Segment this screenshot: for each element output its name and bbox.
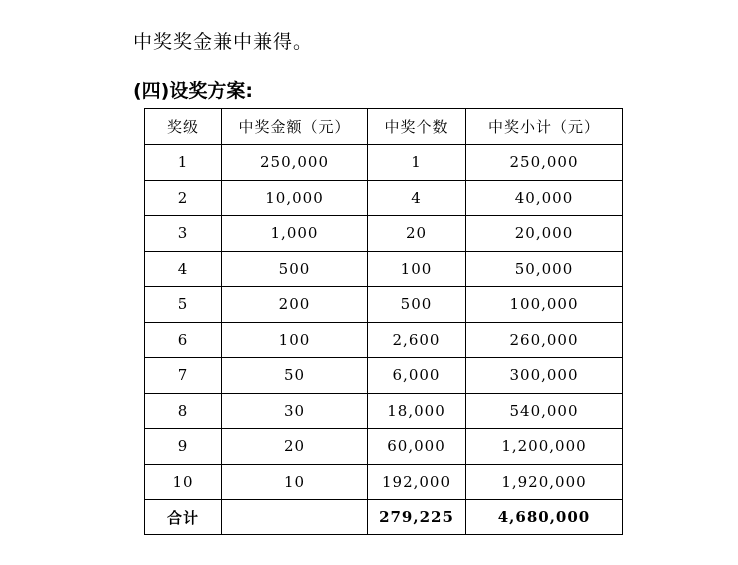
cell-prize-subtotal: 20,000 <box>466 216 623 252</box>
header-prize-amount: 中奖金额（元） <box>222 109 368 145</box>
cell-prize-level: 9 <box>145 429 222 465</box>
prize-table <box>144 108 623 535</box>
cell-prize-subtotal: 300,000 <box>466 358 623 394</box>
total-winner-count: 279,225 <box>368 500 466 535</box>
cell-prize-subtotal: 40,000 <box>466 180 623 216</box>
intro-text: 中奖奖金兼中兼得。 <box>133 31 314 53</box>
header-prize-subtotal: 中奖小计（元） <box>466 109 623 145</box>
cell-prize-level: 2 <box>145 180 222 216</box>
cell-prize-level: 10 <box>145 464 222 500</box>
cell-prize-subtotal: 100,000 <box>466 287 623 323</box>
cell-winner-count: 20 <box>368 216 466 252</box>
cell-prize-amount: 30 <box>222 393 368 429</box>
table-row <box>145 464 623 500</box>
cell-winner-count: 500 <box>368 287 466 323</box>
cell-prize-level: 8 <box>145 393 222 429</box>
cell-prize-amount: 200 <box>222 287 368 323</box>
cell-prize-level: 3 <box>145 216 222 252</box>
cell-prize-level: 5 <box>145 287 222 323</box>
table-header-row <box>145 109 623 145</box>
cell-prize-subtotal: 260,000 <box>466 322 623 358</box>
table-total-row <box>145 500 623 535</box>
cell-prize-subtotal: 1,920,000 <box>466 464 623 500</box>
table-row <box>145 429 623 465</box>
cell-prize-amount: 50 <box>222 358 368 394</box>
total-amount <box>222 500 368 535</box>
cell-prize-subtotal: 1,200,000 <box>466 429 623 465</box>
cell-prize-subtotal: 250,000 <box>466 145 623 181</box>
cell-prize-subtotal: 50,000 <box>466 251 623 287</box>
cell-winner-count: 192,000 <box>368 464 466 500</box>
table-row <box>145 180 623 216</box>
header-prize-level: 奖级 <box>145 109 222 145</box>
table-row <box>145 358 623 394</box>
table-row <box>145 145 623 181</box>
table-row <box>145 251 623 287</box>
cell-prize-amount: 20 <box>222 429 368 465</box>
cell-prize-amount: 10,000 <box>222 180 368 216</box>
cell-winner-count: 4 <box>368 180 466 216</box>
cell-winner-count: 1 <box>368 145 466 181</box>
cell-prize-amount: 100 <box>222 322 368 358</box>
cell-winner-count: 100 <box>368 251 466 287</box>
cell-prize-amount: 10 <box>222 464 368 500</box>
cell-prize-level: 1 <box>145 145 222 181</box>
cell-winner-count: 2,600 <box>368 322 466 358</box>
table-row <box>145 287 623 323</box>
total-label: 合计 <box>145 500 222 535</box>
cell-prize-level: 6 <box>145 322 222 358</box>
total-prize-subtotal: 4,680,000 <box>466 500 623 535</box>
cell-prize-level: 4 <box>145 251 222 287</box>
section-heading: (四)设奖方案: <box>133 80 253 102</box>
cell-prize-amount: 500 <box>222 251 368 287</box>
cell-prize-amount: 250,000 <box>222 145 368 181</box>
header-winner-count: 中奖个数 <box>368 109 466 145</box>
table-row <box>145 322 623 358</box>
cell-prize-subtotal: 540,000 <box>466 393 623 429</box>
cell-winner-count: 6,000 <box>368 358 466 394</box>
table-row <box>145 393 623 429</box>
cell-winner-count: 60,000 <box>368 429 466 465</box>
cell-prize-amount: 1,000 <box>222 216 368 252</box>
cell-winner-count: 18,000 <box>368 393 466 429</box>
cell-prize-level: 7 <box>145 358 222 394</box>
table-row <box>145 216 623 252</box>
